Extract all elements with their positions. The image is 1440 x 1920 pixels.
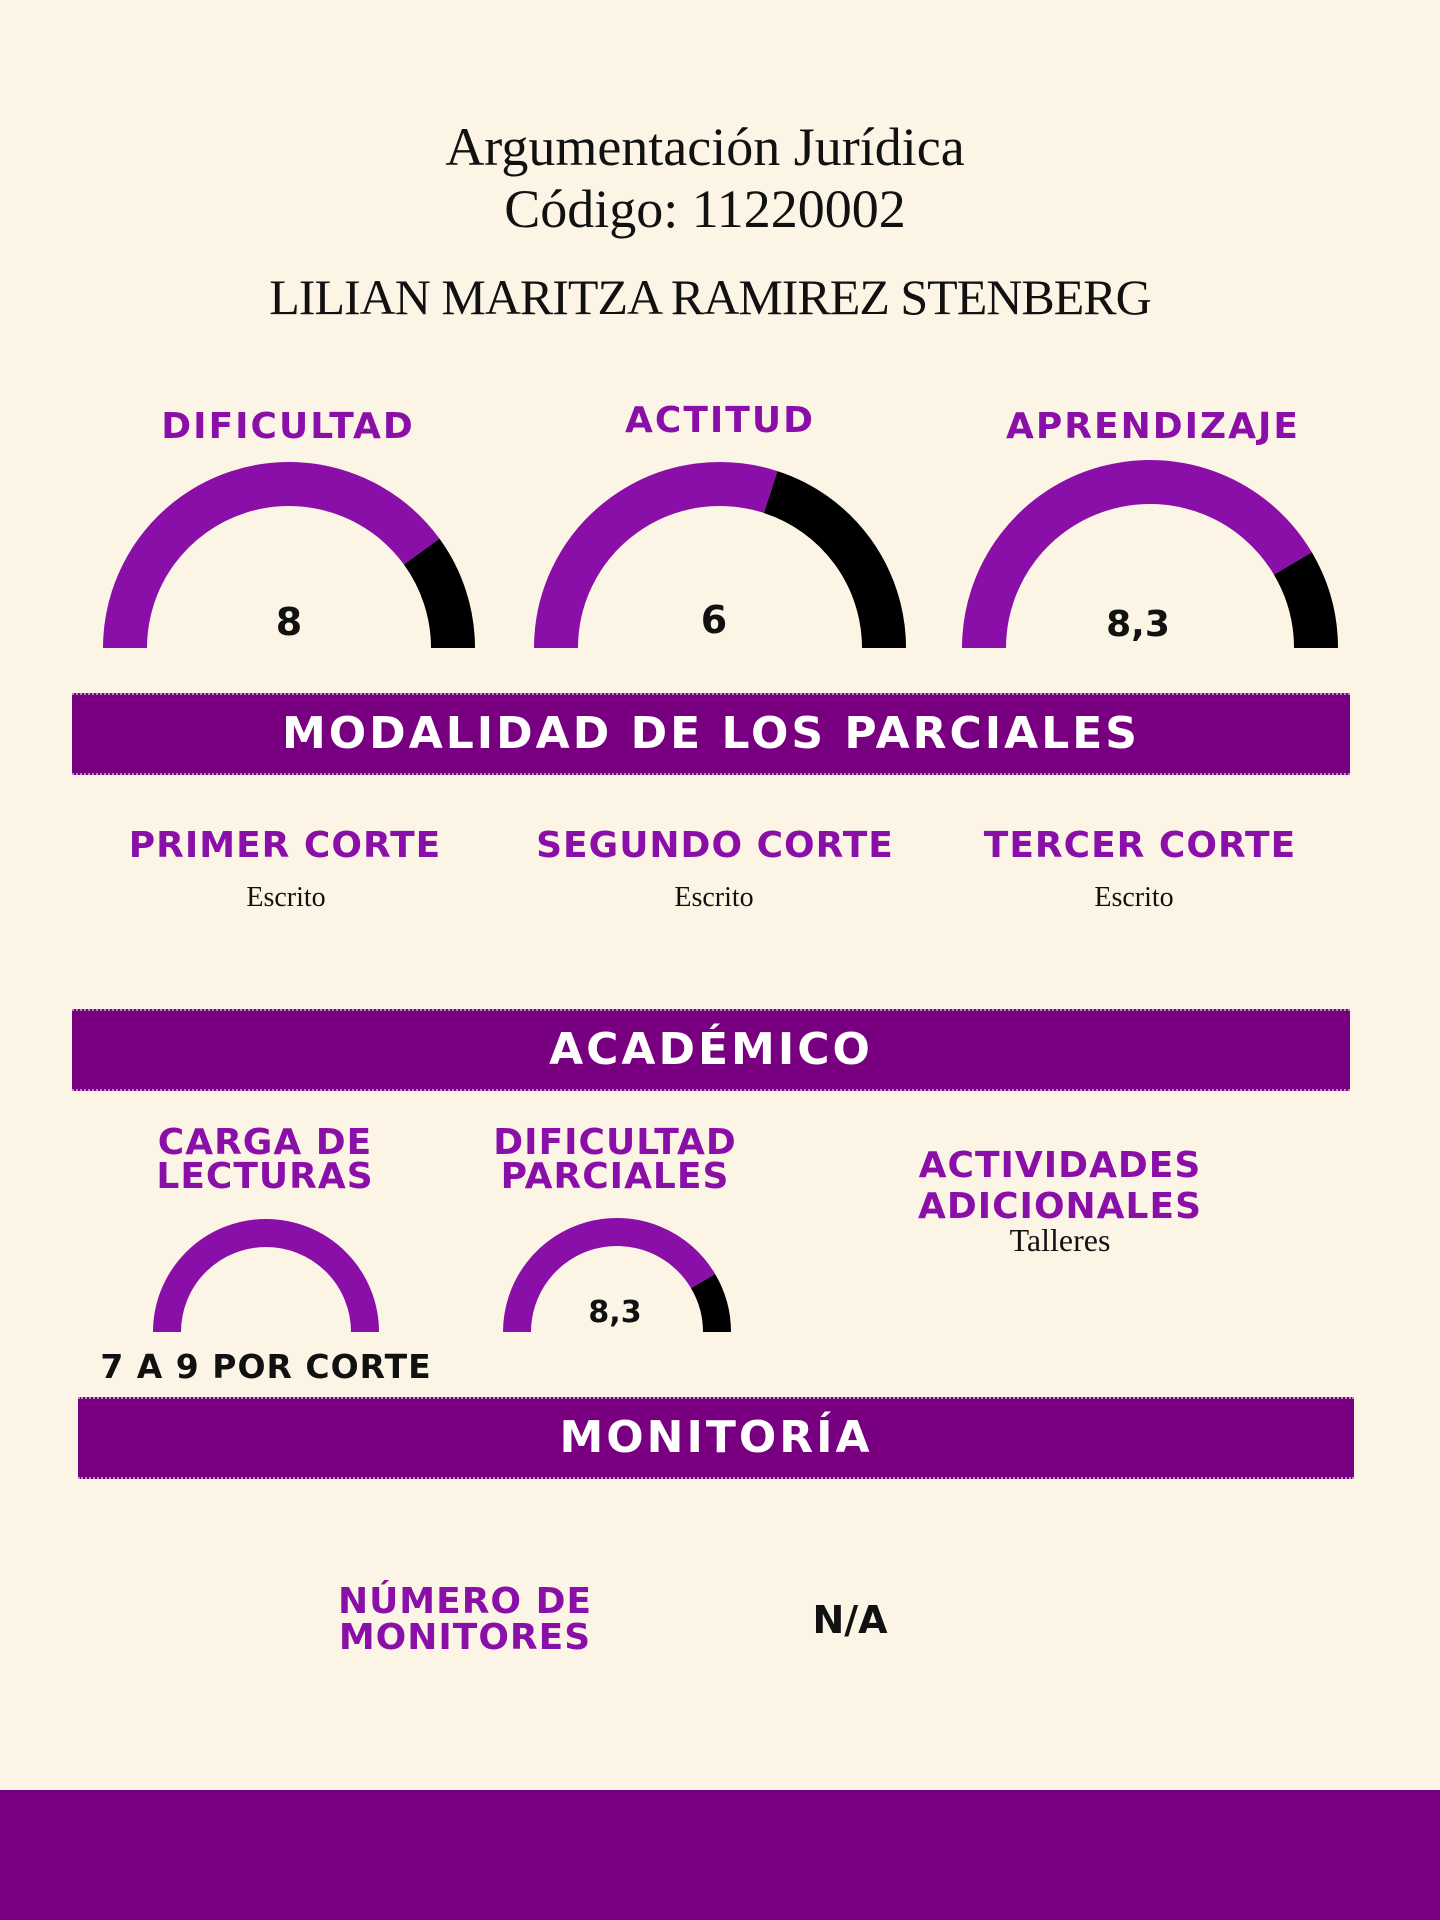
gauge-remainder-arc <box>1293 563 1316 648</box>
dificultad-parciales-label-line1: DIFICULTAD <box>493 1122 737 1163</box>
dificultad-parciales-value: 8,3 <box>588 1295 642 1330</box>
actividades-adicionales-label: ACTIVIDADES ADICIONALES <box>917 1145 1202 1227</box>
corte-label-primer: PRIMER CORTE <box>128 825 442 866</box>
corte-label-tercer: TERCER CORTE <box>983 825 1297 866</box>
gauge-remainder-arc <box>703 1281 717 1332</box>
gauge-dificultad-parciales <box>0 0 1 1</box>
carga-lecturas-value: 7 A 9 POR CORTE <box>100 1347 432 1386</box>
academico-banner: ACADÉMICO <box>72 1009 1350 1091</box>
gauge-label-aprendizaje: APRENDIZAJE <box>1006 406 1300 447</box>
modalidad-banner: MODALIDAD DE LOS PARCIALES <box>72 693 1350 775</box>
corte-label-segundo: SEGUNDO CORTE <box>536 825 894 866</box>
numero-monitores-value: N/A <box>812 1598 888 1642</box>
actividades-adicionales-value: Talleres <box>1009 1222 1111 1258</box>
carga-lecturas-label <box>110 1122 420 1197</box>
dificultad-parciales-label-line2: PARCIALES <box>500 1156 730 1197</box>
gauge-value-actitud: 6 <box>700 598 728 642</box>
gauge-remainder-arc <box>771 492 884 648</box>
footer-bar <box>0 1790 1440 1920</box>
gauge-value-aprendizaje: 8,3 <box>1106 604 1170 645</box>
course-code: Código: 11220002 <box>504 179 906 239</box>
course-title: Argumentación Jurídica <box>445 117 965 177</box>
monitoria-banner: MONITORÍA <box>78 1397 1354 1479</box>
gauge-label-dificultad: DIFICULTAD <box>161 406 415 447</box>
corte-value-primer: Escrito <box>246 882 326 913</box>
gauge-remainder-arc <box>422 552 453 648</box>
corte-value-segundo: Escrito <box>674 882 754 913</box>
numero-monitores-label <box>320 1581 610 1658</box>
numero-monitores-label-line1: NÚMERO DE <box>337 1581 593 1622</box>
numero-monitores-label-line2: MONITORES <box>338 1617 592 1658</box>
professor-name: LILIAN MARITZA RAMIREZ STENBERG <box>269 269 1151 325</box>
carga-lecturas-label-line2: LECTURAS <box>156 1156 374 1197</box>
dificultad-parciales-label <box>460 1122 770 1197</box>
carga-lecturas-label-line1: CARGA DE <box>157 1122 373 1163</box>
corte-value-tercer: Escrito <box>1094 882 1174 913</box>
gauge-fill-arc <box>167 1233 365 1332</box>
gauge-label-actitud: ACTITUD <box>625 400 815 441</box>
gauge-value-dificultad: 8 <box>275 600 303 644</box>
